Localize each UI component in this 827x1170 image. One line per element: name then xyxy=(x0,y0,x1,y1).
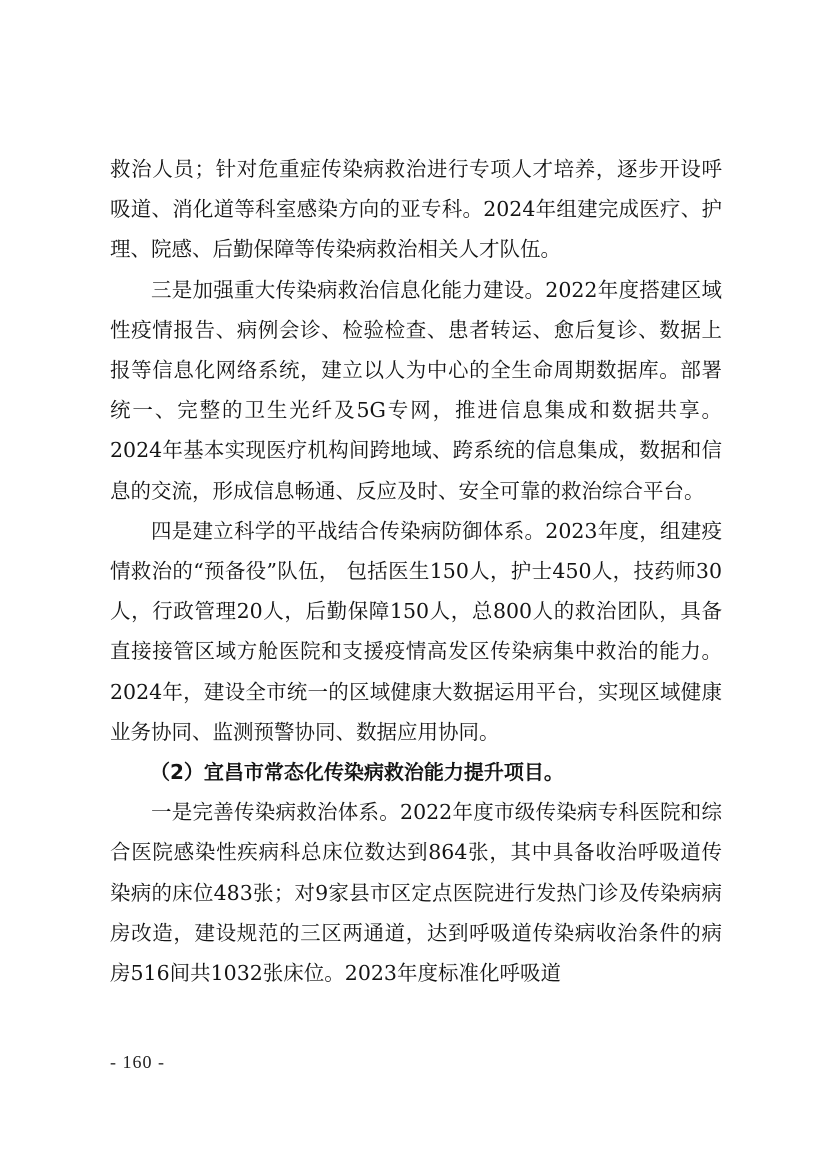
body-text xyxy=(110,149,722,993)
paragraph-treatment-system: 一是完善传染病救治体系。2022年度市级传染病专科医院和综合医院感染性疾病科总床位数达到864张，其中具备收治呼吸道传染病的床位483张；对9家县市区定点医院进行发热门诊及传染病病房改造，建设规范的三区两通道，达到呼吸道传染病收治条件的病房516间共1032张床位。2023年度标准化呼吸道 xyxy=(110,800,722,986)
paragraph-defense-system: 四是建立科学的平战结合传染病防御体系。2023年度，组建疫情救治的“预备役”队伍， 包括医生150人，护士450人，技药师30人，行政管理20人，后勤保障150人，总800人的救治团队，具备直接接管区域方舱医院和支援疫情高发区传染病集中救治的能力。2024年，建设全市统一的区域健康大数据运用平台，实现区域健康业务协同、监测预警协同、数据应用协同。 xyxy=(110,518,722,744)
paragraph-continuation: 救治人员；针对危重症传染病救治进行专项人才培养，逐步开设呼吸道、消化道等科室感染方向的亚专科。2024年组建完成医疗、护理、院感、后勤保障等传染病救治相关人才队伍。 xyxy=(110,157,722,262)
section-heading: （2）宜昌市常态化传染病救治能力提升项目。 xyxy=(150,760,564,785)
paragraph-info-construction: 三是加强重大传染病救治信息化能力建设。2022年度搭建区域性疫情报告、病例会诊、检验检查、患者转运、愈后复诊、数据上报等信息化网络系统，建立以人为中心的全生命周期数据库。部署统一、完整的卫生光纤及5G专网，推进信息集成和数据共享。2024年基本实现医疗机构间跨地域、跨系统的信息集成，数据和信息的交流，形成信息畅通、反应及时、安全可靠的救治综合平台。 xyxy=(110,277,722,503)
page-number: - 160 - xyxy=(110,1052,165,1072)
